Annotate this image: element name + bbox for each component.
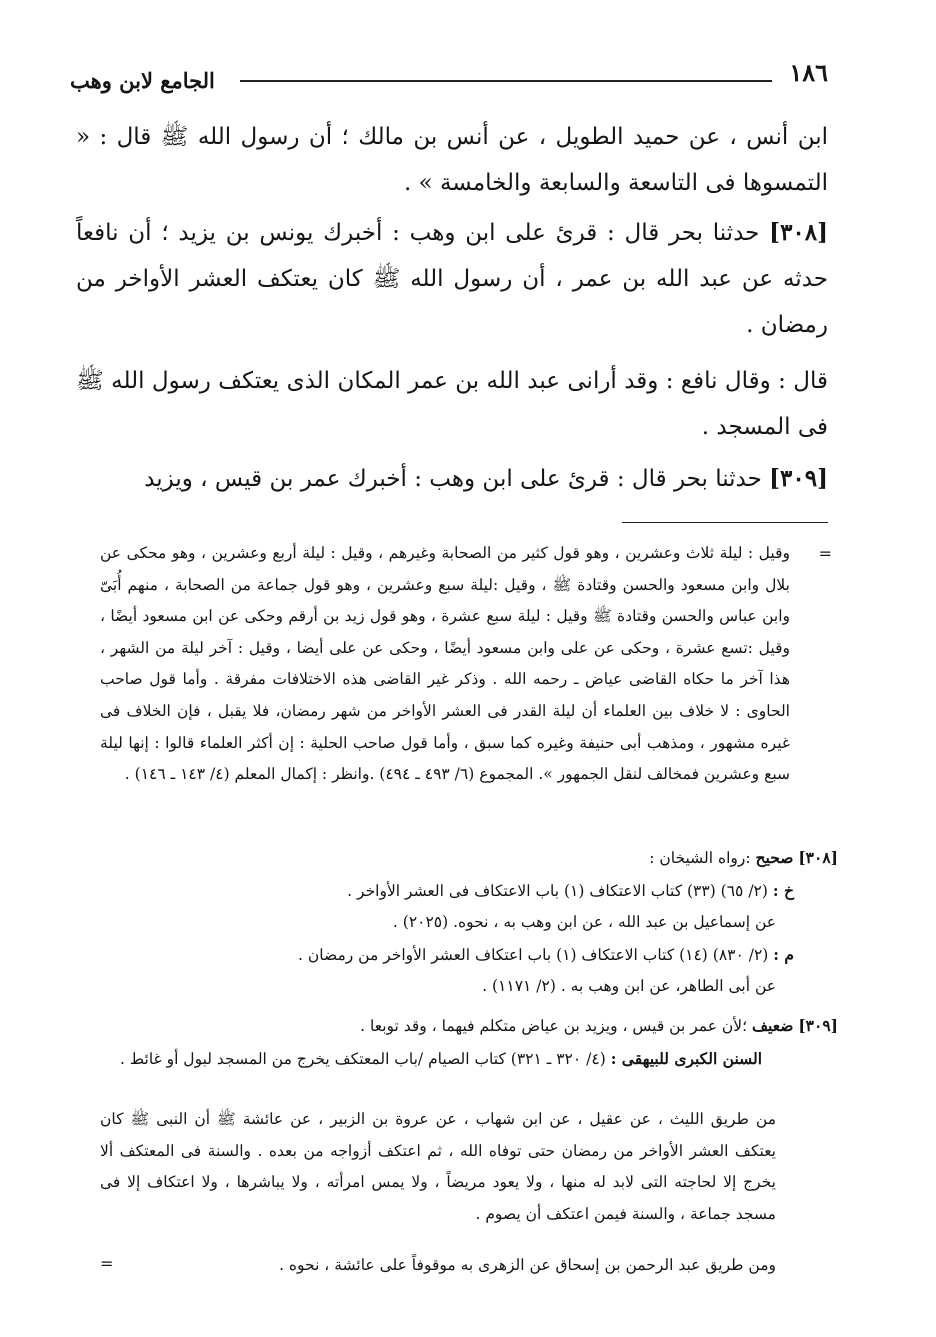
end-continuation-mark: = [100,1254,114,1273]
f308-text: :رواه الشيخان : [649,849,751,867]
grade-sahih: صحيح [755,848,794,867]
bukhari-symbol: خ : [772,880,794,900]
hadith-309 [76,456,828,502]
footnote-continuation: وقيل : ليلة ثلاث وعشرين ، وهو قول كثير من الصحابة وغيرهم ، وقيل : ليلة أربع وعشرين ، وهو محكى عن بلال وابن مسعود والحسن وقتادة ﷺ ، وقيل :ليلة سبع وعشرين ، وهو قول جماعة من الصحابة ، منهم أُبَىّ وابن عباس والحسن وقتادة ﷺ وقيل : ليلة سبع عشرة ، وهو قول زيد بن أرقم وحكى عن ابن مسعود أيضًا ، وقيل :تسع عشرة ، وحكى عن على وابن مسعود أيضًا ، وحكى عن على أيضا ، وقيل : آخر ليلة من الشهر ، هذا آخر ما حكاه القاضى عياض ـ رحمه الله . وذكر غير القاضى هذه الاختلافات مفرقة . وأما قول صاحب الحاوى : لا خلاف بين العلماء أن ليلة القدر فى العشر الأواخر من شهر رمضان، فلا يقبل ، فإن الخلاف فى غيره مشهور ، ومذهب أبى حنيفة وغيره كما سبق ، وأما قول صاحب الحلية : إن أكثر العلماء قالوا : إنها ليلة سبع وعشرين فمخالف لنقل الجمهور ». المجموع (٦/ ٤٩٣ ـ ٤٩٤) .وانظر : إكمال المعلم (٤/ ١٤٣ ـ ١٤٦) . [100,544,790,784]
hadith-308-text: حدثنا بحر قال : قرئ على ابن وهب : أخبرك يونس بن يزيد ؛ أن نافعاً حدثه عن عبد الله بن عمر ، أن رسول الله ﷺ كان يعتكف العشر الأواخر من رمضان . [76,220,828,338]
footnote-number-308: [٣٠٨] [798,848,838,867]
footnote-number-309: [٣٠٩] [798,1016,838,1035]
grade-daif: ضعيف [752,1016,794,1035]
hadith-number-308: [٣٠٨] [769,219,829,246]
header-rule [240,80,772,82]
page-header [70,58,830,102]
bukhari-reference: (٢/ ٦٥) (٣٣) كتاب الاعتكاف (١) باب الاعتكاف فى العشر الأواخر . [347,881,768,900]
main-paragraph-3: قال : وقال نافع : وقد أرانى عبد الله بن عمر المكان الذى يعتكف رسول الله ﷺ فى المسجد . [76,368,828,440]
footnote-chain-2: ومن طريق عبد الرحمن بن إسحاق عن الزهرى به موقوفاً على عائشة ، نحوه . [279,1256,776,1274]
footnote-chain-1: من طريق الليث ، عن عقيل ، عن ابن شهاب ، عن عروة بن الزبير ، عن عائشة ﷺ أن النبى ﷺ كان يعتكف العشر الأواخر من رمضان حتى توفاه الله ، ثم اعتكف أزواجه من بعده . والسنة فى المعتكف ألا يخرج إلا لحاجته التى لابد له منها ، ولا يعود مريضاً ، ولا يمس امرأته ، ولا يباشرها ، ولا اعتكاف إلا فى مسجد جماعة ، والسنة فيمن اعتكف أن يصوم . [100,1110,776,1223]
hadith-309-text: حدثنا بحر قال : قرئ على ابن وهب : أخبرك عمر بن قيس ، ويزيد [144,466,762,492]
sunan-title: السنن الكبرى للبيهقى : [610,1048,762,1068]
book-title: الجامع لابن وهب [70,68,215,93]
page-number: ١٨٦ [789,58,828,87]
main-paragraph-1: ابن أنس ، عن حميد الطويل ، عن أنس بن مالك ؛ أن رسول الله ﷺ قال : « التمسوها فى التاسعة والسابعة والخامسة » . [76,124,828,196]
sunan-reference: (٤/ ٣٢٠ ـ ٣٢١) كتاب الصيام /باب المعتكف يخرج من المسجد لبول أو غائط . [119,1049,606,1068]
footnote-309 [100,1010,838,1075]
footnote-separator [622,522,828,523]
f309-text: ؛لأن عمر بن قيس ، ويزيد بن عياض متكلم فيهما ، وقد توبعا . [360,1017,748,1035]
continuation-mark: = [818,544,832,563]
bukhari-chain: عن إسماعيل بن عبد الله ، عن ابن وهب به ، نحوه. (٢٠٢٥) . [392,913,776,932]
hadith-308 [76,210,828,348]
muslim-chain: عن أبى الطاهر، عن ابن وهب به . (٢/ ١١٧١) . [482,977,776,996]
muslim-reference: (٢/ ٨٣٠) (١٤) كتاب الاعتكاف (١) باب اعتكاف العشر الأواخر من رمضان . [298,945,769,964]
muslim-symbol: م : [773,944,794,964]
footnote-308 [100,842,838,1003]
hadith-number-309: [٣٠٩] [769,465,828,492]
